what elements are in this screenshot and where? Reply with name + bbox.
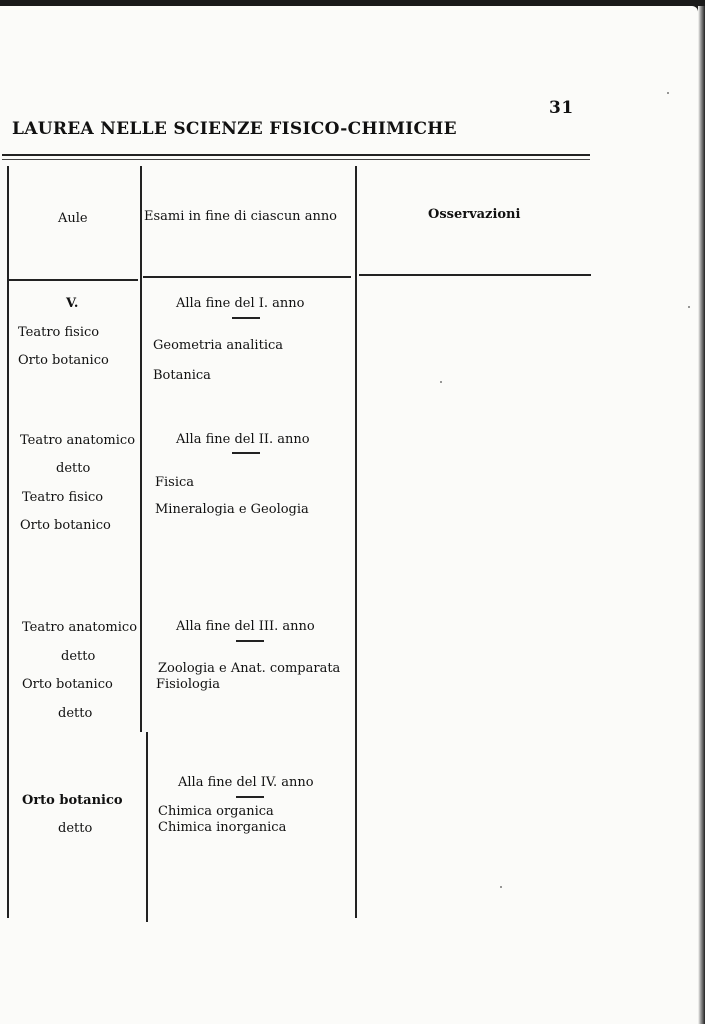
year-2-aula-1: Teatro anatomico bbox=[20, 433, 136, 448]
year-2-heading: Alla fine del II. anno bbox=[176, 432, 310, 447]
year-1-aula-2: Orto botanico bbox=[18, 353, 109, 368]
book-page bbox=[0, 6, 698, 1024]
page-number: 31 bbox=[549, 98, 574, 118]
print-speck bbox=[688, 306, 690, 308]
year-1-exam-1: Geometria analitica bbox=[153, 338, 284, 353]
year-3-aula-1: Teatro anatomico bbox=[22, 620, 138, 635]
year-3-aula-2: detto bbox=[61, 649, 96, 664]
running-title: LAUREA NELLE SCIENZE FISICO-CHIMICHE bbox=[12, 119, 457, 139]
year-2-exam-1: Fisica bbox=[155, 475, 195, 490]
year-4-aula-2: detto bbox=[58, 821, 93, 836]
page-edge-shadow bbox=[698, 6, 705, 1024]
year-4-exam-1: Chimica organica bbox=[158, 804, 274, 819]
header-rule-esami bbox=[143, 276, 351, 278]
year-2-heading-rule bbox=[232, 452, 260, 454]
year-2-aula-2: detto bbox=[56, 461, 91, 476]
year-1-aula-1: Teatro fisico bbox=[18, 325, 100, 340]
column-divider-2 bbox=[355, 166, 357, 918]
column-divider-1-lower bbox=[146, 732, 148, 922]
section-numeral: V. bbox=[66, 296, 79, 311]
year-3-aula-4: detto bbox=[58, 706, 93, 721]
print-speck bbox=[667, 92, 669, 94]
year-4-heading-rule bbox=[236, 796, 264, 798]
year-3-heading-rule bbox=[236, 640, 264, 642]
year-2-aula-3: Teatro fisico bbox=[22, 490, 104, 505]
header-osservazioni: Osservazioni bbox=[428, 207, 521, 222]
year-4-heading: Alla fine del IV. anno bbox=[178, 775, 314, 790]
year-2-exam-2: Mineralogia e Geologia bbox=[155, 502, 309, 517]
year-1-heading-rule bbox=[232, 317, 260, 319]
title-rule-thin bbox=[2, 159, 590, 160]
year-4-exam-2: Chimica inorganica bbox=[158, 820, 287, 835]
year-2-aula-4: Orto botanico bbox=[20, 518, 111, 533]
year-3-exam-2: Fisiologia bbox=[156, 677, 221, 692]
header-esami: Esami in fine di ciascun anno bbox=[144, 209, 338, 224]
year-1-exam-2: Botanica bbox=[153, 368, 211, 383]
column-divider-1 bbox=[140, 166, 142, 732]
header-rule-osservazioni bbox=[359, 274, 591, 276]
header-rule-aule bbox=[8, 279, 138, 281]
title-rule bbox=[2, 154, 590, 156]
year-3-exam-1: Zoologia e Anat. comparata bbox=[158, 661, 341, 676]
print-speck bbox=[500, 886, 502, 888]
header-aule: Aule bbox=[58, 211, 88, 226]
year-4-aula-1: Orto botanico bbox=[22, 793, 123, 808]
year-3-aula-3: Orto botanico bbox=[22, 677, 113, 692]
year-1-heading: Alla fine del I. anno bbox=[176, 296, 305, 311]
print-speck bbox=[440, 381, 442, 383]
year-3-heading: Alla fine del III. anno bbox=[176, 619, 315, 634]
